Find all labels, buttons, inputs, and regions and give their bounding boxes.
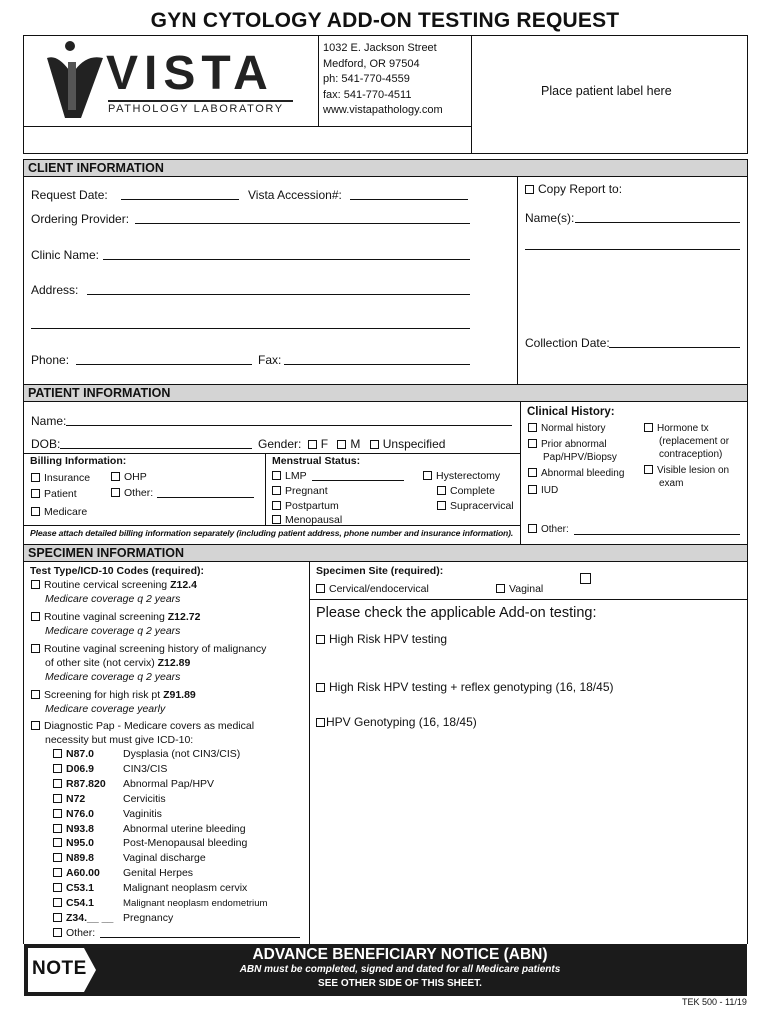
billing-other[interactable]	[111, 487, 153, 499]
icd-option[interactable]	[53, 852, 206, 864]
icd-option-desc: Post-Menopausal bleeding	[123, 837, 248, 850]
patient-name-field[interactable]	[66, 425, 512, 426]
phone-label: Phone:	[31, 353, 70, 367]
checkbox-icon[interactable]	[53, 928, 62, 937]
ordering-provider-field[interactable]	[135, 223, 470, 224]
icd-option-code: N93.8	[66, 822, 95, 835]
clinical-prior-abnormal-cont: Pap/HPV/Biopsy	[543, 452, 617, 463]
icd-option[interactable]	[53, 793, 166, 805]
clinical-normal[interactable]	[528, 423, 605, 434]
icd-option-desc: Genital Herpes	[123, 867, 194, 880]
dob-field[interactable]	[60, 448, 252, 449]
checkbox-icon[interactable]	[272, 501, 281, 510]
menstrual-menopausal[interactable]	[272, 514, 342, 526]
coverage-note: Medicare coverage yearly	[45, 703, 166, 715]
gender-group	[258, 437, 445, 451]
icd-option-desc: Pregnancy	[123, 911, 174, 924]
billing-title: Billing Information:	[30, 455, 127, 467]
icd-option-code: D06.9	[66, 762, 95, 775]
icd-code: Z12.4	[170, 579, 197, 591]
icd-option-code: N89.8	[66, 852, 95, 865]
billing-ohp-label: OHP	[124, 471, 147, 483]
menstrual-hysterectomy[interactable]	[423, 470, 500, 482]
abn-line2: SEE OTHER SIDE OF THIS SHEET.	[318, 978, 482, 989]
test-type-text: Screening for high risk pt	[44, 689, 164, 701]
gender-unspecified-checkbox[interactable]	[370, 440, 379, 449]
coverage-note: Medicare coverage q 2 years	[45, 671, 181, 683]
specimen-info-header: SPECIMEN INFORMATION	[24, 544, 747, 562]
checkbox-icon[interactable]	[31, 473, 40, 482]
checkbox-icon[interactable]	[31, 580, 40, 589]
checkbox-icon[interactable]	[53, 838, 62, 847]
checkbox-icon[interactable]	[53, 764, 62, 773]
billing-note: Please attach detailed billing information separately (including patient address, phone number and insurance information).	[30, 528, 514, 538]
icd-option[interactable]	[53, 778, 214, 790]
menstrual-postpartum-label: Postpartum	[285, 500, 339, 512]
clinical-other[interactable]	[528, 524, 569, 535]
checkbox-icon[interactable]	[528, 468, 537, 477]
checkbox-icon[interactable]	[31, 644, 40, 653]
test-type-text: Diagnostic Pap - Medicare covers as medical	[44, 720, 255, 732]
lab-fax: fax: 541-770-4511	[323, 88, 412, 101]
test-type-text-cont: of other site (not cervix)	[45, 657, 158, 669]
checkbox-icon[interactable]	[31, 507, 40, 516]
icd-option-desc: Cervicitis	[123, 792, 166, 805]
form-title: GYN CYTOLOGY ADD-ON TESTING REQUEST	[150, 9, 620, 32]
test-type-option[interactable]	[31, 719, 254, 747]
icd-option[interactable]	[53, 897, 268, 909]
checkbox-icon[interactable]	[437, 486, 446, 495]
site-cervical[interactable]	[316, 583, 429, 595]
checkbox-icon[interactable]	[644, 423, 653, 432]
clinical-other-field[interactable]	[574, 534, 740, 535]
checkbox-icon[interactable]	[528, 423, 537, 432]
abn-line1: ABN must be completed, signed and dated for all Medicare patients	[239, 964, 561, 975]
icd-option-code: C54.1	[66, 897, 95, 909]
menstrual-complete[interactable]	[437, 485, 495, 497]
checkbox-icon[interactable]	[525, 185, 534, 194]
addon-genotyping-label: HPV Genotyping (16, 18/45)	[326, 715, 477, 729]
request-date-label: Request Date:	[31, 188, 108, 202]
billing-other-field[interactable]	[157, 497, 254, 498]
patient-info-header: PATIENT INFORMATION	[24, 384, 747, 402]
checkbox-icon[interactable]	[272, 486, 281, 495]
checkbox-icon[interactable]	[496, 584, 505, 593]
addon-title: Please check the applicable Add-on testing:	[316, 605, 597, 621]
vista-logo-icon	[45, 40, 105, 122]
request-date-field[interactable]	[121, 199, 239, 200]
icd-option-code: N76.0	[66, 807, 95, 820]
icd-option-code: A60.00	[66, 867, 100, 880]
icd-option-desc: Malignant neoplasm endometrium	[123, 898, 268, 909]
test-type-title: Test Type/ICD-10 Codes (required):	[30, 565, 205, 577]
clinical-hormone-cont2: contraception)	[659, 449, 723, 460]
checkbox-icon[interactable]	[437, 501, 446, 510]
form-code: TEK 500 - 11/19	[682, 997, 747, 1007]
icd-option[interactable]	[53, 823, 246, 835]
logo-subtitle: PATHOLOGY LABORATORY	[108, 103, 284, 115]
gender-unspecified-label: Unspecified	[382, 437, 446, 451]
clinical-prior-abnormal-label: Prior abnormal	[541, 439, 607, 450]
test-type-text: Routine vaginal screening	[44, 611, 168, 623]
site-extra-checkbox[interactable]	[580, 573, 591, 584]
icd-option[interactable]	[53, 748, 240, 760]
icd-option-desc: Malignant neoplasm cervix	[123, 882, 248, 895]
checkbox-icon[interactable]	[316, 718, 325, 727]
lab-address2: Medford, OR 97504	[323, 57, 420, 70]
clinical-visible-lesion[interactable]	[644, 465, 729, 476]
abn-title: ADVANCE BENEFICIARY NOTICE (ABN)	[252, 946, 548, 963]
lab-phone: ph: 541-770-4559	[323, 73, 410, 85]
site-cervical-label: Cervical/endocervical	[329, 583, 429, 595]
checkbox-icon[interactable]	[316, 584, 325, 593]
menstrual-supracervical-label: Supracervical	[450, 500, 514, 512]
icd-option-code: N72	[66, 792, 86, 805]
icd-option[interactable]	[53, 882, 247, 894]
test-type-text: Routine vaginal screening history of malignancy	[44, 643, 267, 655]
icd-other-field[interactable]	[100, 937, 300, 938]
checkbox-icon[interactable]	[644, 465, 653, 474]
dob-label: DOB:	[31, 437, 61, 451]
collection-date-field[interactable]	[609, 347, 740, 348]
fax-label: Fax:	[258, 353, 282, 367]
billing-other-label: Other:	[124, 487, 154, 499]
lab-address-block	[323, 41, 443, 119]
menstrual-menopausal-label: Menopausal	[285, 514, 343, 526]
coverage-note: Medicare coverage q 2 years	[45, 625, 181, 637]
billing-ohp[interactable]	[111, 471, 147, 483]
note-tag: NOTE	[32, 958, 87, 979]
lmp-field[interactable]	[312, 480, 404, 481]
site-vaginal[interactable]	[496, 583, 543, 595]
addon-hr-hpv[interactable]	[316, 632, 447, 646]
icd-code: Z91.89	[163, 689, 196, 701]
menstrual-pregnant-label: Pregnant	[285, 485, 328, 497]
clinical-history-title: Clinical History:	[527, 406, 615, 418]
gender-m-label: M	[350, 437, 361, 451]
clinical-abnormal-bleeding[interactable]	[528, 468, 624, 479]
menstrual-hysterectomy-label: Hysterectomy	[436, 470, 501, 482]
icd-option[interactable]	[53, 763, 167, 775]
checkbox-icon[interactable]	[111, 472, 120, 481]
address-field-1[interactable]	[87, 294, 470, 295]
billing-medicare[interactable]	[31, 506, 87, 518]
checkbox-icon[interactable]	[31, 721, 40, 730]
names-field-1[interactable]	[575, 222, 740, 223]
specimen-site-title: Specimen Site (required):	[316, 565, 444, 577]
accession-label: Vista Accession#:	[248, 188, 342, 202]
billing-patient-label: Patient	[44, 488, 77, 500]
billing-medicare-label: Medicare	[44, 506, 88, 518]
menstrual-lmp-label: LMP	[285, 470, 307, 482]
billing-patient[interactable]	[31, 488, 77, 500]
names-field-2[interactable]	[525, 249, 740, 250]
coverage-note: Medicare coverage q 2 years	[45, 593, 181, 605]
addon-hr-hpv-reflex-label: High Risk HPV testing + reflex genotyping (16, 18/45)	[329, 680, 614, 694]
clinical-visible-lesion-cont: exam	[659, 478, 684, 489]
icd-option-code: N87.0	[66, 748, 95, 760]
checkbox-icon[interactable]	[528, 524, 537, 533]
checkbox-icon[interactable]	[53, 883, 62, 892]
checkbox-icon[interactable]	[53, 824, 62, 833]
test-type-text-cont: necessity but must give ICD-10:	[45, 734, 194, 746]
checkbox-icon[interactable]	[53, 853, 62, 862]
icd-code: Z12.72	[167, 611, 201, 623]
gender-f-checkbox[interactable]	[308, 440, 317, 449]
clinical-abnormal-bleeding-label: Abnormal bleeding	[541, 468, 625, 479]
icd-option-desc: Vaginal discharge	[123, 852, 206, 865]
lab-address1: 1032 E. Jackson Street	[323, 42, 437, 54]
clinical-visible-lesion-label: Visible lesion on	[657, 465, 730, 476]
phone-field[interactable]	[76, 364, 252, 365]
checkbox-icon[interactable]	[53, 898, 62, 907]
icd-option-desc: Abnormal Pap/HPV	[123, 777, 215, 790]
checkbox-icon[interactable]	[272, 471, 281, 480]
menstrual-lmp[interactable]	[272, 470, 307, 482]
checkbox-icon[interactable]	[31, 489, 40, 498]
test-type-text: Routine cervical screening	[44, 579, 171, 591]
patient-section-border	[23, 384, 748, 544]
ordering-provider-label: Ordering Provider:	[31, 212, 130, 226]
lab-web: www.vistapathology.com	[323, 104, 443, 116]
fax-field[interactable]	[284, 364, 470, 365]
checkbox-icon[interactable]	[316, 635, 325, 644]
clinical-hormone[interactable]	[644, 423, 709, 434]
checkbox-icon[interactable]	[53, 749, 62, 758]
menstrual-title: Menstrual Status:	[272, 455, 361, 467]
icd-option[interactable]	[53, 912, 173, 924]
names-label: Name(s):	[525, 211, 575, 225]
checkbox-icon[interactable]	[111, 488, 120, 497]
gender-m-checkbox[interactable]	[337, 440, 346, 449]
checkbox-icon[interactable]	[53, 868, 62, 877]
icd-option-code: R87.820	[66, 777, 106, 790]
billing-insurance[interactable]	[31, 472, 90, 484]
addon-genotyping[interactable]	[316, 715, 477, 729]
collection-date-label: Collection Date:	[525, 336, 610, 350]
icd-option[interactable]	[53, 867, 193, 879]
test-type-option[interactable]	[31, 610, 200, 638]
copy-report-label: Copy Report to:	[538, 182, 623, 196]
menstrual-postpartum[interactable]	[272, 500, 339, 512]
icd-option[interactable]	[53, 837, 247, 849]
checkbox-icon[interactable]	[53, 779, 62, 788]
address-label: Address:	[31, 283, 79, 297]
test-type-option[interactable]	[31, 578, 197, 606]
clinical-other-label: Other:	[541, 524, 569, 535]
icd-option-code: N95.0	[66, 837, 95, 850]
clinic-name-field[interactable]	[103, 259, 470, 260]
icd-option-code: Z34.__ __	[66, 911, 114, 924]
checkbox-icon[interactable]	[528, 439, 537, 448]
checkbox-icon[interactable]	[53, 913, 62, 922]
clinic-name-label: Clinic Name:	[31, 248, 100, 262]
checkbox-icon[interactable]	[31, 690, 40, 699]
clinical-normal-label: Normal history	[541, 423, 606, 434]
icd-option-desc: Abnormal uterine bleeding	[123, 822, 246, 835]
clinical-prior-abnormal[interactable]	[528, 439, 607, 450]
client-section-border	[23, 159, 748, 384]
checkbox-icon[interactable]	[53, 794, 62, 803]
clinical-iud[interactable]	[528, 485, 558, 496]
billing-insurance-label: Insurance	[44, 472, 91, 484]
icd-other[interactable]	[53, 927, 95, 939]
clinical-iud-label: IUD	[541, 485, 559, 496]
clinical-hormone-cont1: (replacement or	[659, 436, 730, 447]
patient-label-area[interactable]: Place patient label here	[541, 84, 672, 98]
icd-option-desc: Vaginitis	[123, 807, 162, 820]
icd-option-desc: CIN3/CIS	[123, 762, 168, 775]
menstrual-pregnant[interactable]	[272, 485, 328, 497]
menstrual-complete-label: Complete	[450, 485, 495, 497]
menstrual-supracervical[interactable]	[437, 500, 514, 512]
checkbox-icon[interactable]	[528, 485, 537, 494]
checkbox-icon[interactable]	[316, 683, 325, 692]
checkbox-icon[interactable]	[423, 471, 432, 480]
address-field-2[interactable]	[31, 328, 470, 329]
test-type-option[interactable]	[31, 642, 266, 684]
icd-option[interactable]	[53, 808, 162, 820]
logo-word: VISTA	[106, 47, 274, 100]
copy-report-checkbox[interactable]	[525, 182, 622, 196]
addon-hr-hpv-reflex[interactable]	[316, 680, 613, 694]
patient-name-label: Name:	[31, 414, 67, 428]
gender-f-label: F	[320, 437, 329, 451]
checkbox-icon[interactable]	[31, 612, 40, 621]
icd-option-code: C53.1	[66, 882, 95, 895]
icd-other-label: Other:	[66, 927, 96, 939]
client-info-header: CLIENT INFORMATION	[24, 159, 747, 177]
site-vaginal-label: Vaginal	[509, 583, 544, 595]
accession-field[interactable]	[350, 199, 468, 200]
icd-option-desc: Dysplasia (not CIN3/CIS)	[123, 748, 241, 760]
test-type-option[interactable]	[31, 688, 196, 716]
gender-label: Gender:	[258, 437, 302, 451]
clinical-hormone-label: Hormone tx	[657, 423, 709, 434]
checkbox-icon[interactable]	[272, 515, 281, 524]
addon-hr-hpv-label: High Risk HPV testing	[329, 632, 448, 646]
icd-code: Z12.89	[157, 657, 191, 669]
checkbox-icon[interactable]	[53, 809, 62, 818]
